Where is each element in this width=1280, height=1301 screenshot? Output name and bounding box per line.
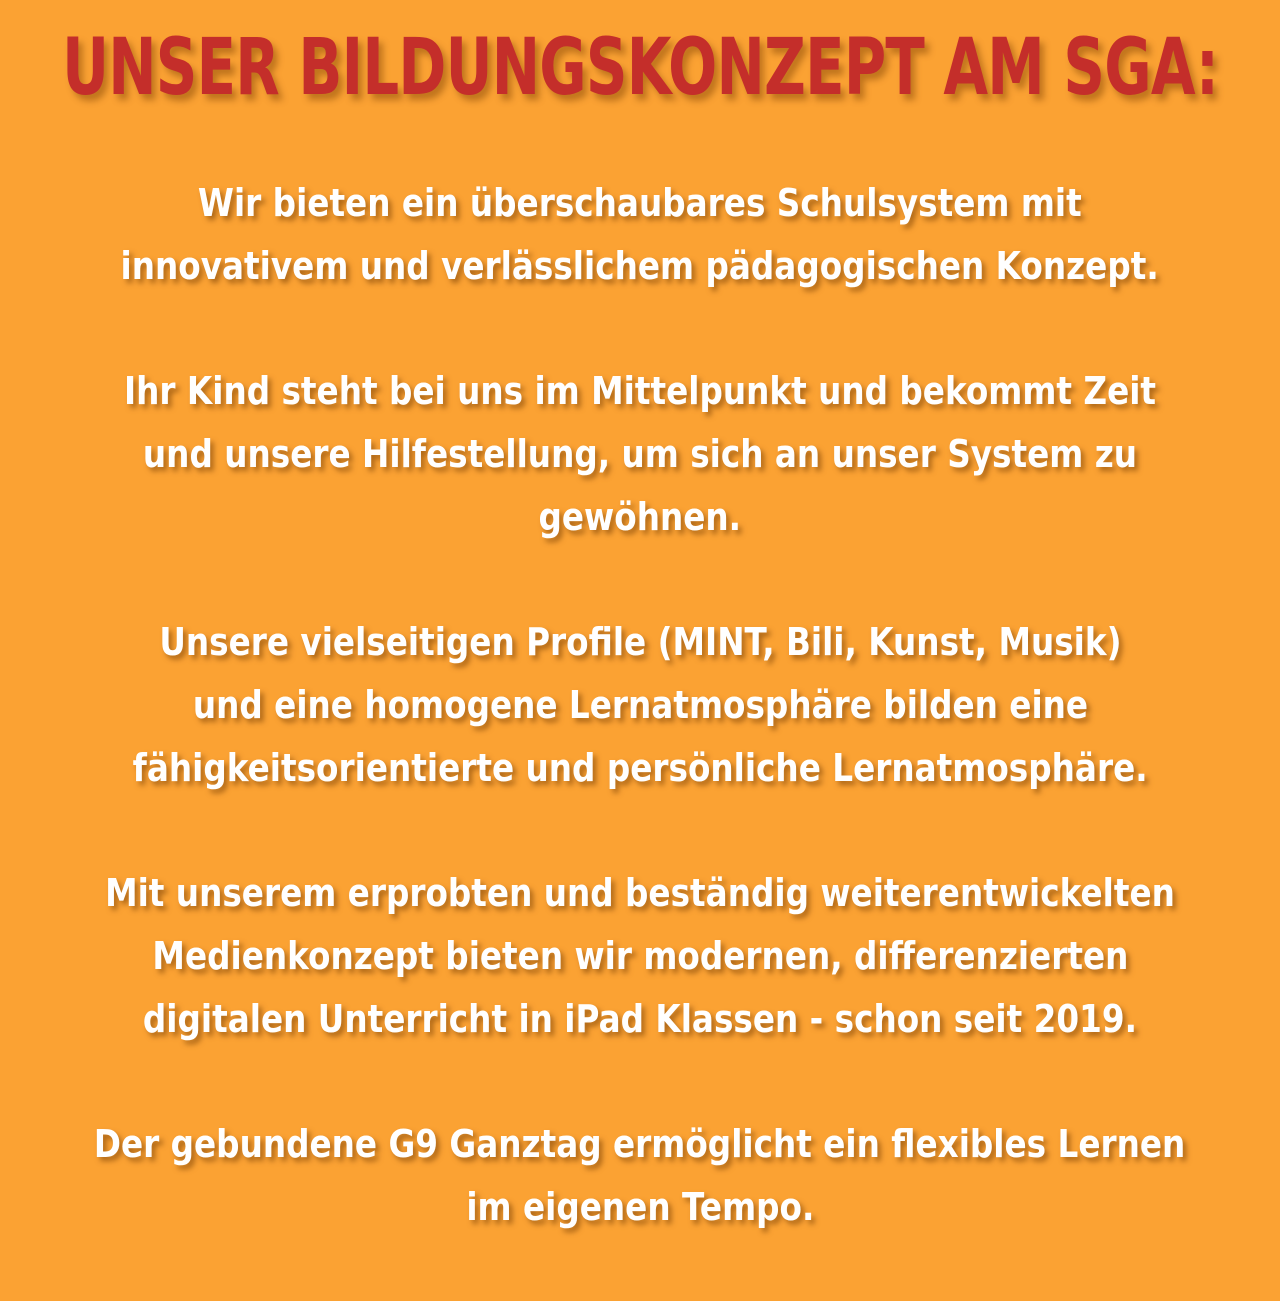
paragraph-line: gewöhnen. [538,495,742,539]
paragraph-line: fähigkeitsorientierte und persönliche Lernatmosphäre. [132,746,1148,790]
paragraph-line: Der gebundene G9 Ganztag ermöglicht ein flexibles Lernen [94,1122,1186,1166]
paragraph-line: Ihr Kind steht bei uns im Mittelpunkt und bekommt Zeit [123,369,1157,413]
paragraph-school-system [30,172,1250,298]
paragraph-all-day-school [30,1113,1250,1239]
paragraph-line: digitalen Unterricht in iPad Klassen - schon seit 2019. [142,997,1138,1041]
paragraph-profiles [30,611,1250,800]
poster-title: UNSER BILDUNGSKONZEPT AM SGA: [61,23,1219,113]
paragraph-media-concept [30,862,1250,1051]
paragraph-line: Mit unserem erprobten und beständig weiterentwickelten [105,871,1175,915]
paragraph-line: und eine homogene Lernatmosphäre bilden eine [192,683,1088,727]
paragraph-line: innovativem und verlässlichem pädagogischen Konzept. [120,244,1160,288]
paragraph-line: Wir bieten ein überschaubares Schulsystem mit [198,181,1082,225]
paragraph-line: Medienkonzept bieten wir modernen, differenzierten [152,934,1128,978]
paragraph-line: im eigenen Tempo. [465,1185,815,1229]
paragraph-line: Unsere vielseitigen Profile (MINT, Bili, Kunst, Musik) [158,620,1122,664]
paragraph-child-focus [30,360,1250,549]
paragraph-list [30,172,1250,1301]
paragraph-line: und unsere Hilfestellung, um sich an unser System zu [142,432,1138,476]
